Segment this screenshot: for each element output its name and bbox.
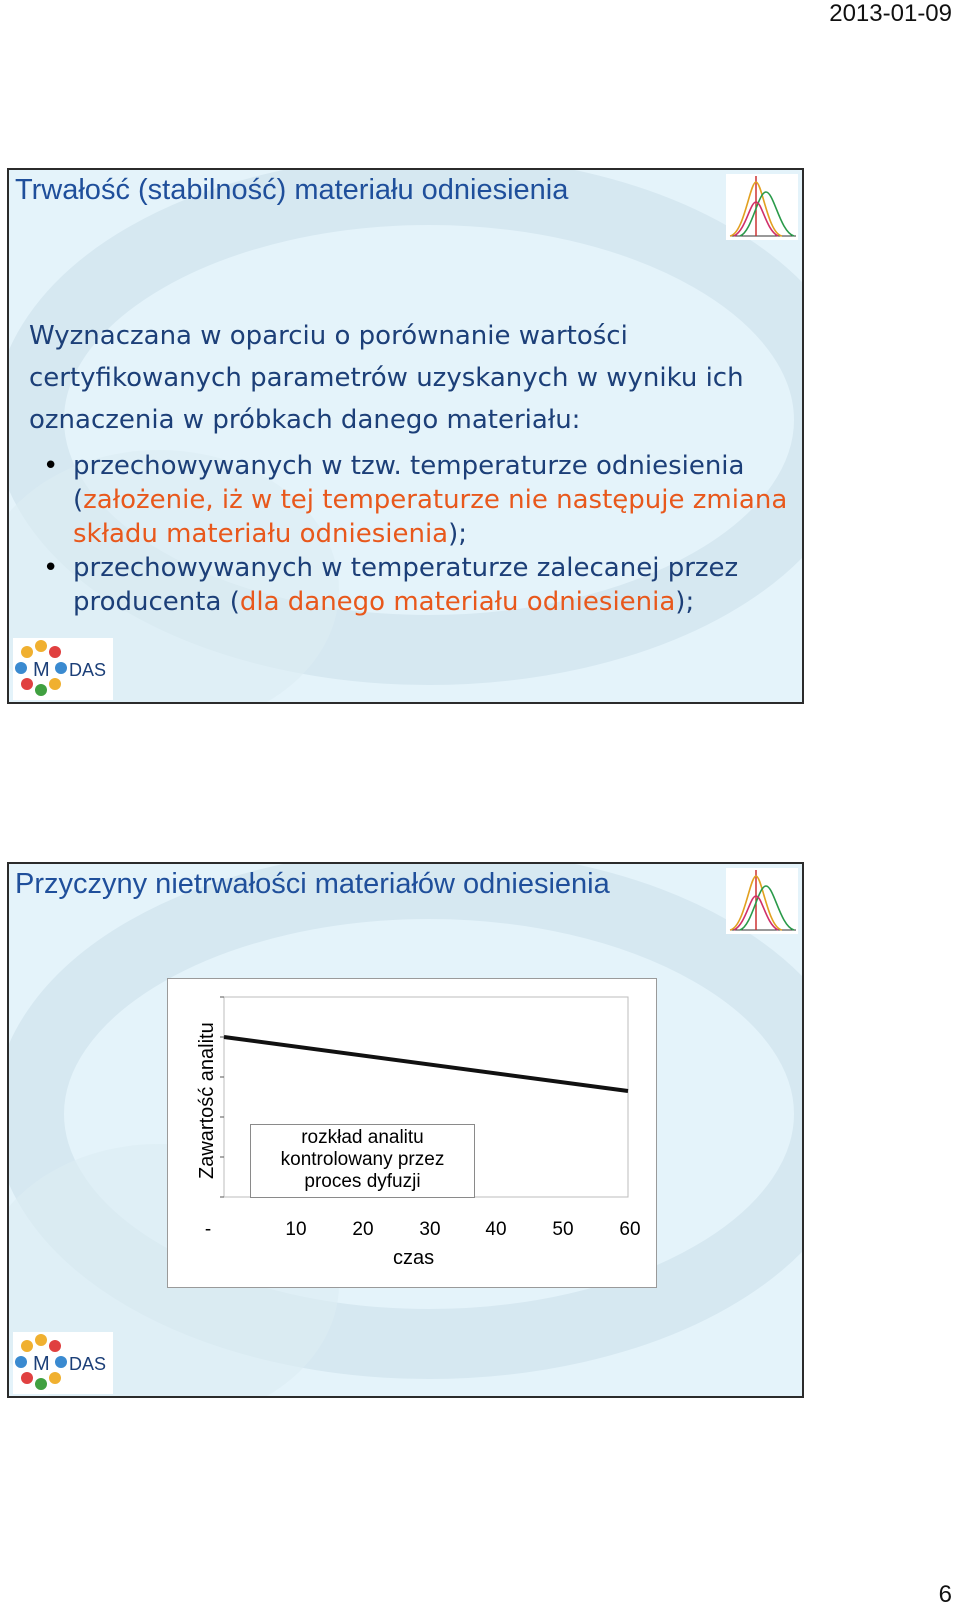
paren-close: ); [675,587,695,617]
logo-text: DAS [69,1354,107,1374]
page-date: 2013-01-09 [829,0,952,27]
annotation-line: rozkład analitu [301,1127,424,1148]
bullet-note: dla danego materiału odniesienia [239,587,676,617]
slide-11 [7,168,804,704]
chart-annotation [250,1124,475,1198]
paren-open: ( [229,587,240,617]
x-tick-label: - [204,1219,212,1240]
x-tick-label: 30 [419,1219,441,1240]
intro-paragraph: Wyznaczana w oparciu o porównanie wartości certyfikowanych parametrów uzyskanych w wyniku ich oznaczenia w próbkach danego materiału: [29,321,744,435]
x-tick-label: 10 [285,1219,307,1240]
bullet-note: założenie, iż w tej temperaturze nie następuje zmiana składu materiału odniesienia [73,485,788,549]
modas-logo [13,638,113,700]
annotation-line: kontrolowany przez [280,1149,445,1170]
slide-body [29,315,789,619]
slide-title: Trwałość (stabilność) materiału odniesienia [15,174,569,206]
x-tick-label: 40 [485,1219,507,1240]
distribution-curves-icon [726,868,798,934]
chart-container [167,978,657,1288]
paren-close: ); [448,519,468,549]
bullet-list [29,449,789,619]
bullet-item [29,551,789,619]
chart-y-label: Zawartość analitu [196,1022,218,1179]
page-number: 6 [938,1581,952,1608]
slide-12 [7,862,804,1398]
paren-open: ( [73,485,84,515]
bullet-text: przechowywanych w temperaturze zalecanej przez producenta [73,553,739,617]
chart-x-label: czas [393,1247,435,1269]
bullet-item [29,449,789,551]
x-tick-label: 50 [552,1219,574,1240]
x-tick-label: 60 [619,1219,641,1240]
x-tick-label: 20 [352,1219,374,1240]
slide-title: Przyczyny nietrwałości materiałów odniesienia [15,868,610,900]
modas-logo [13,1332,113,1394]
bullet-text: przechowywanych w tzw. temperaturze odniesienia [73,451,745,481]
logo-m: M [33,1353,50,1375]
annotation-line: proces dyfuzji [304,1171,421,1192]
logo-m: M [33,659,50,681]
logo-text: DAS [69,660,107,680]
distribution-curves-icon [726,174,798,240]
